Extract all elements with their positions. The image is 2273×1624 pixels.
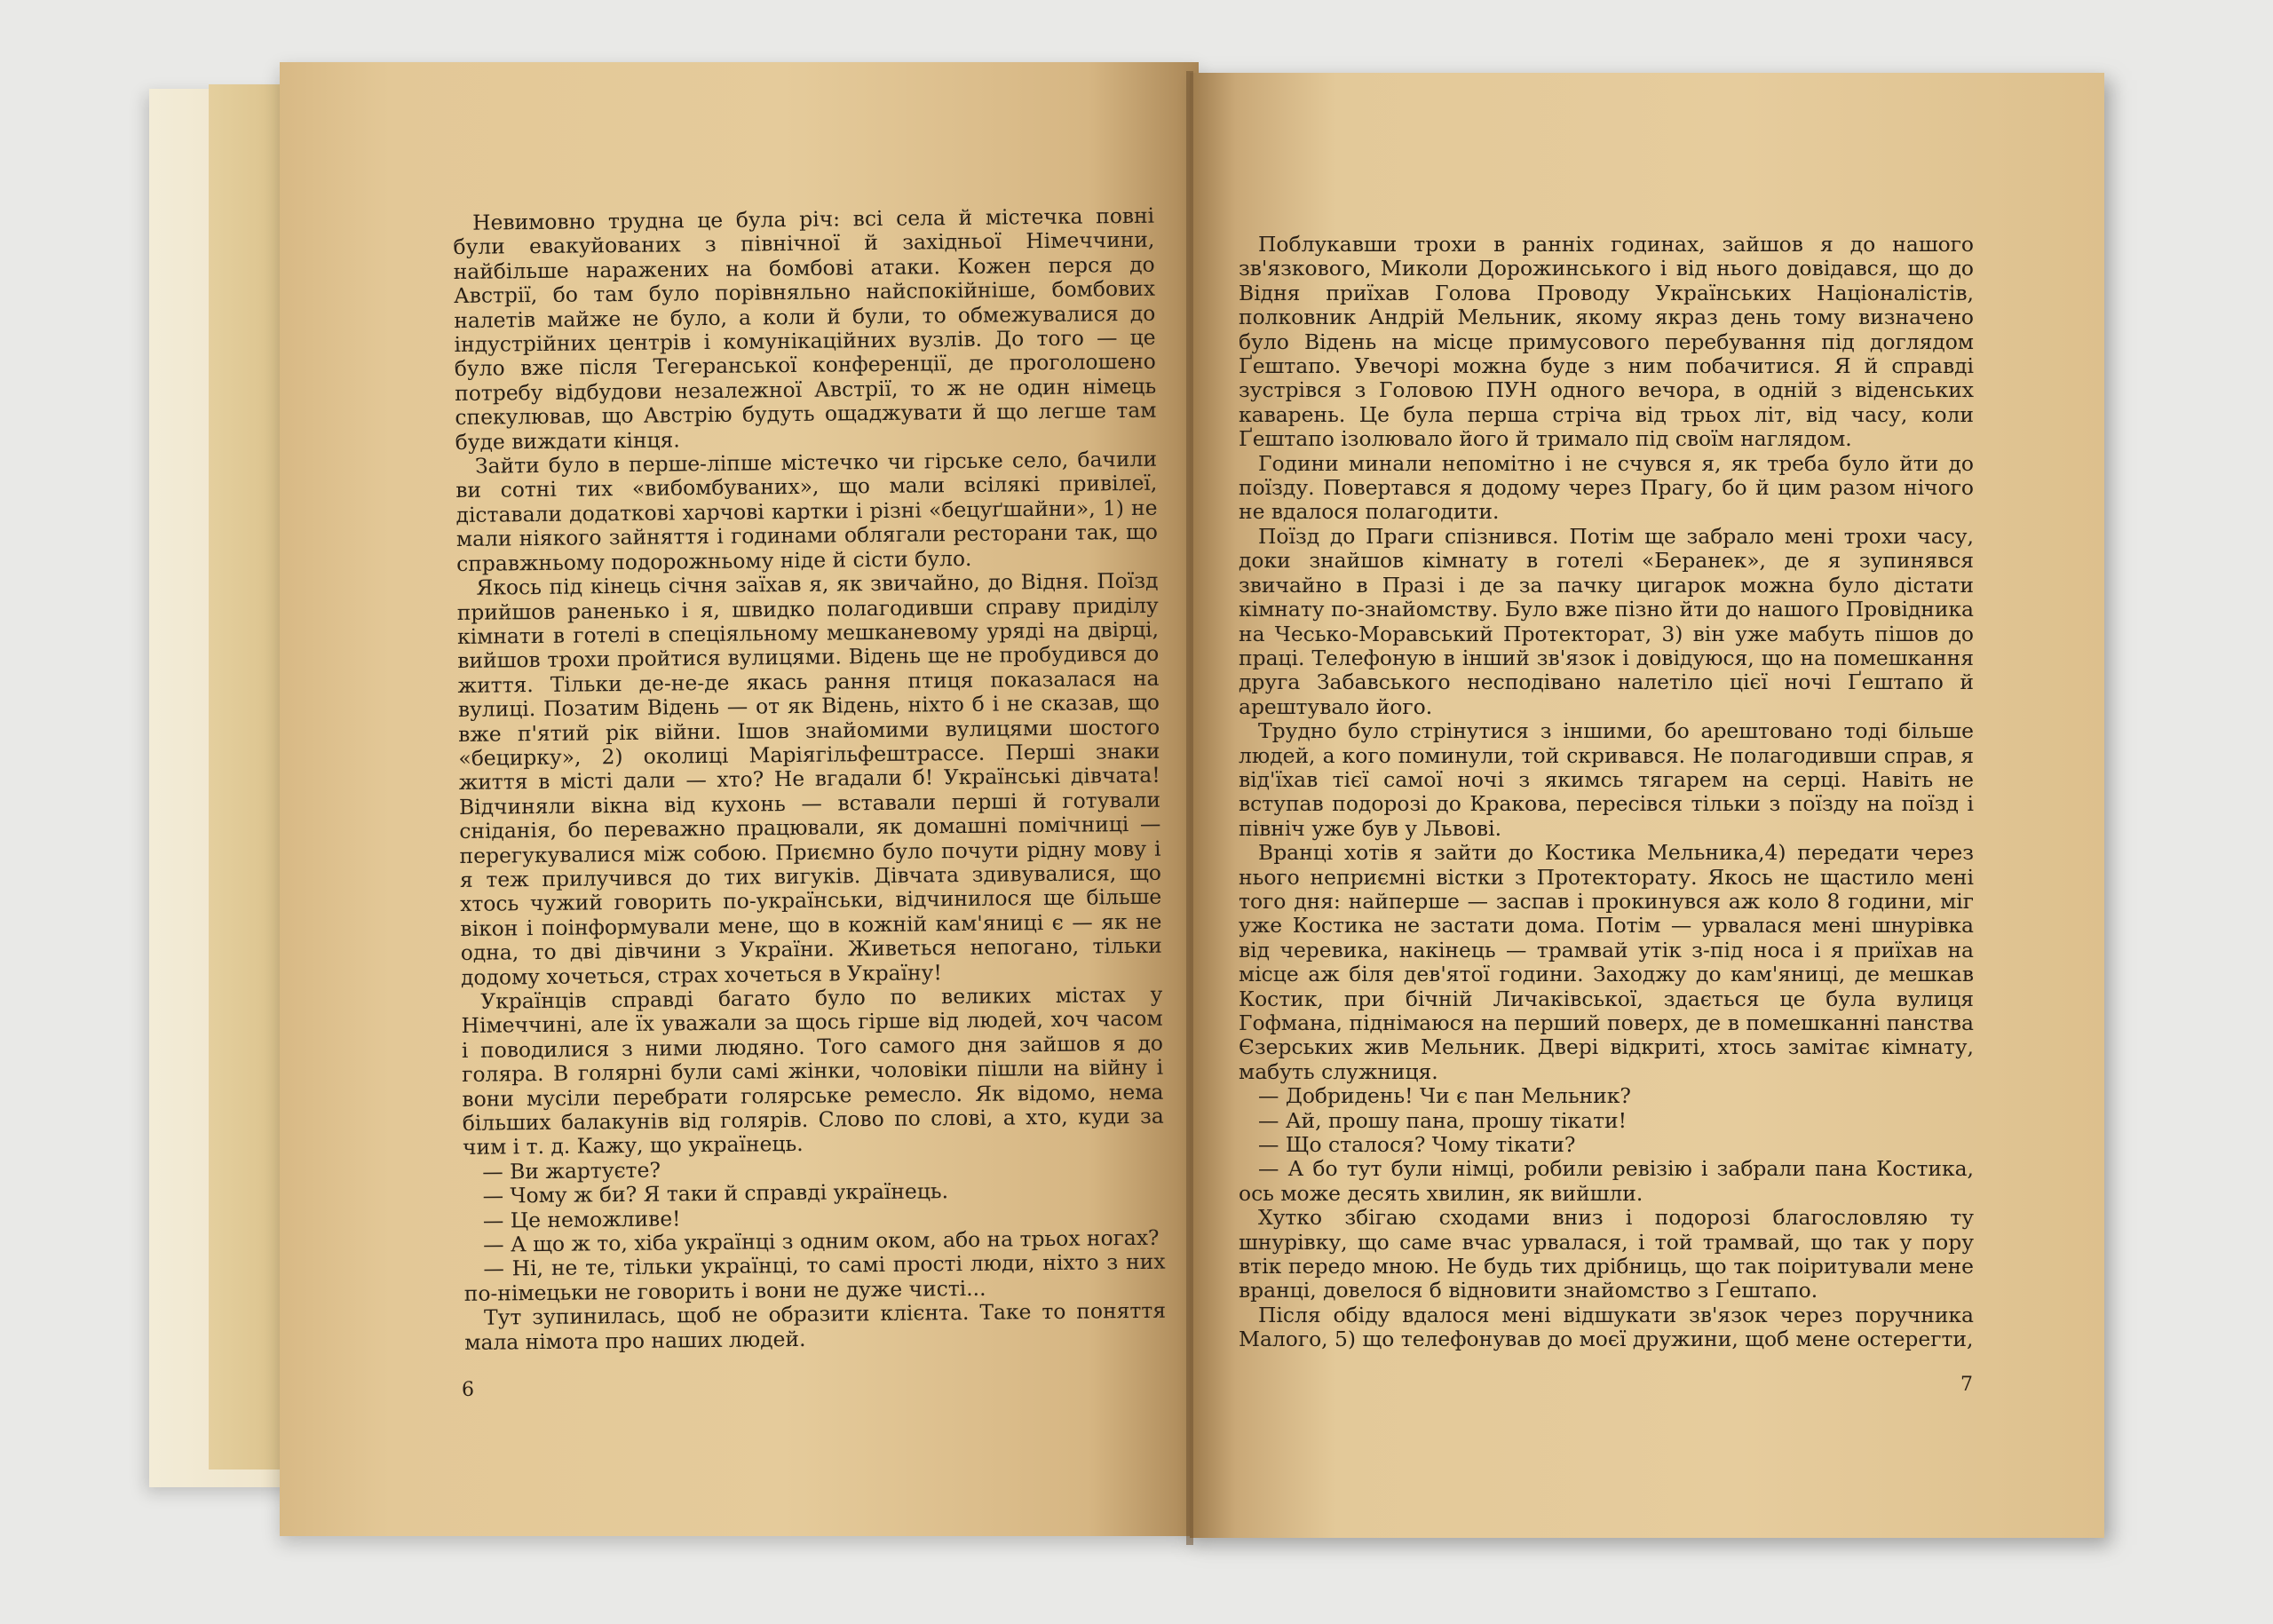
dialogue-line: — Чому ж би? Я таки й справді українець. [482,1178,949,1208]
paragraph: Трудно було стрінутися з іншими, бо арештовано тоді більше людей, а кого поминули, той скривався. Не полагодивши справ, я від'їхав тієї самої ночі з якимсь тягарем на серці. Навіть не вступав подорозі до Кракова, пересівся тільки з поїзду на поїзд і північ уже був у Львові. [1239,718,1974,841]
paragraph: Години минали непомітно і не счувся я, як треба було йти до поїзду. Повертався я додому через Прагу, бо й цим разом нічого не вдалося полагодити. [1239,450,1974,525]
paragraph: Після обіду вдалося мені відшукати зв'язок через поручника Малого, 5) що телефонував до моєї дружини, щоб мене остерегти, [1239,1302,1974,1352]
left-page-text [453,204,1166,1355]
paragraph: Хутко збігаю сходами вниз і подорозі благословляю ту шнурівку, що саме вчас урвалася, і той трамвай, що так у пору втік передо мною. Не будь тих дрібниць, що так поіритували мене вранці, довелося б відновити знайомство з Ґештапо. [1239,1205,1974,1303]
dialogue-line: — Що сталося? Чому тікати? [1258,1132,1576,1158]
paragraph: Якось під кінець січня заїхав я, як звичайно, до Відня. Поїзд прийшов раненько і я, швидко полагодивши справу приділу кімнати в готелі в спеціяльному мешканевому уряді на двірці, вийшов трохи пройтися вулицями. Відень ще не пробудився до життя. Тільки де-не-де якась рання птиця показалася на вулиці. Позатим Відень — от як Відень, ніхто б і не сказав, що вже п'ятий рік війни. Ішов знайомими вулицями шостого «бецирку», 2) околиці Маріягільфештрассе. Перші знаки життя в місті дали — хто? Не вгадали б! Українські дівчата! Відчиняли вікна від кухонь — вставали перші й готували сніданія, бо переважно працювали, як домашні помічниці — перегукувалися між собою. Приємно було почути рідну мову і я теж прилучився до тих вигуків. Дівчата здивувалися, що хтось чужий говорить по-українськи, відчинилося ще більше вікон і поінформували мене, що в кожній кам'яниці є — як не одна, то дві дівчини з України. Живеться непогано, тільки додому хочеться, страх хочеться в Україну! [456,567,1162,990]
dialogue-line: — Це неможливе! [482,1206,681,1233]
paragraph: Поблукавши трохи в ранніх годинах, зайшов я до нашого зв'язкового, Миколи Дорожинського і від нього довідався, що до Відня приїхав Голова Проводу Українських Націоналістів, полковник Андрій Мельник, якому якраз день тому визначено було Відень на місце примусового перебування під доглядом Ґештапо. Увечорі можна буде з ним побачитися. Я й справді зустрівся з Головою ПУН одного вечора, в одній з віденських каварень. Це була перша стріча від трьох літ, від часу, коли Ґештапо ізолювало його й тримало під своїм наглядом. [1239,232,1974,452]
dialogue-line: — Ви жартуєте? [482,1157,661,1184]
dialogue-line: — А що ж то, хіба українці з одним оком, або на трьох ногах? [483,1224,1160,1257]
paragraph: Вранці хотів я зайти до Костика Мельника,4) передати через нього неприємні вістки з Протекторату. Якось не щастило мені того дня: найперше — заспав і прокинувся аж коло 8 години, міг уже Костика не застати дома. Потім — урвалася мені шнурівка від черевика, накінець — трамвай утік з-під носа і я приїхав на місце аж біля дев'ятої години. Заходжу до кам'яниці, де мешкав Костик, при бічній Личаківської, здається це була вулиця Гофмана, піднімаюся на перший поверх, де в помешканні панства Єзерських жив Мельник. Двері відкриті, хтось замітає кімнату, мабуть служниця. [1239,840,1974,1084]
dialogue-line: — А бо тут були німці, робили ревізію і забрали пана Костика, ось може десять хвилин, як вийшли. [1239,1156,1974,1206]
paragraph: Зайти було в перше-ліпше містечко чи гірське село, бачили ви сотні тих «вибомбуваних», що мали всілякі привілеї, діставали додаткові харчові картки і різні «бецуґшайни», 1) не мали ніякого зайняття і годинами облягали ресторани так, що справжньому подорожньому ніде й сісти було. [455,446,1158,576]
right-page-text [1239,233,1974,1352]
paragraph: Українців справді багато було по великих містах у Німеччині, але їх уважали за щось гірше від людей, хоч часом і поводилися з ними людяно. Того самого дня зайшов я до голяра. В голярні були самі жінки, чоловіки пішли на війну і вони мусіли перебрати голярське ремесло. Як відомо, нема більших балакунів від голярів. Слово по слові, а хто, куди за чим і т. д. Кажу, що українець. [461,981,1164,1161]
dialogue-line: — Ай, прошу пана, прошу тікати! [1258,1107,1628,1133]
paragraph: Поїзд до Праги спізнився. Потім ще забрало мені трохи часу, доки знайшов кімнату в готелі «Беранек», де я зупинявся звичайно в Празі і де за пачку цигарок можна було дістати кімнату по-знайомству. Було вже пізно йти до нашого Провідника на Чесько-Моравський Протекторат, 3) він уже мабуть пішов до праці. Телефоную в інший зв'язок і довідуюся, що на помешкання друга Забавського несподівано налетіло цієї ночі Ґештапо й арештувало його. [1239,523,1974,719]
paragraph: Тут зупинилась, щоб не образити клієнта. Таке то поняття мала німота про наших людей. [464,1297,1167,1355]
page-number-right: 7 [1960,1374,1973,1396]
book-gutter [1186,71,1193,1545]
dialogue-line: — Ні, не те, тільки українці, то самі прості люди, ніхто з них по-німецьки не говорить і вони не дуже чисті... [463,1249,1166,1306]
paragraph: Невимовно трудна це була річ: всі села й містечка повні були евакуйованих з північної й західньої Німеччини, найбільше наражених на бомбові атаки. Кожен перся до Австрії, бо там було порівняльно найспокійніше, бомбових налетів майже не було, а коли й були, то обмежувалися до індустрійних центрів і комунікаційних вузлів. До того — це було вже після Тегеранської конференції, де проголошено потребу відбудови незалежної Австрії, то ж не один німець спекулював, що Австрію будуть ощаджувати й що легше там буде виждати кінця. [453,202,1157,455]
dialogue-line: — Добридень! Чи є пан Мельник? [1258,1083,1631,1109]
page-number-left: 6 [462,1379,474,1401]
